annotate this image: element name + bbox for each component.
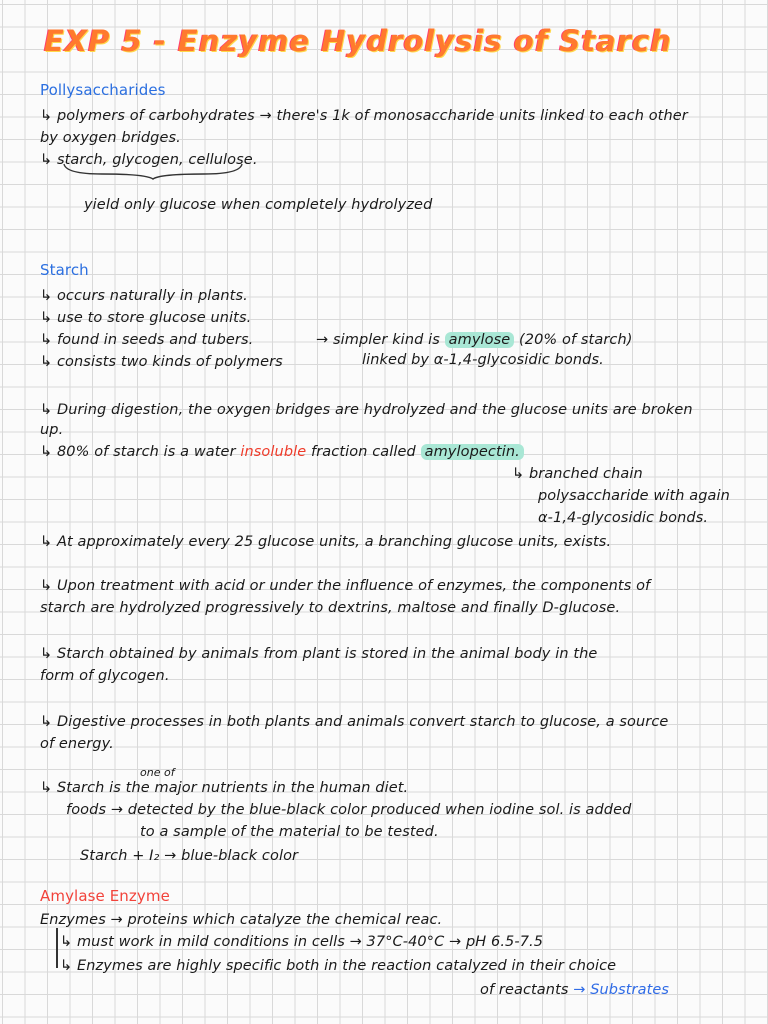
note-line: ↳ At approximately every 25 glucose units, a branching glucose units, exists.: [40, 534, 612, 550]
highlight-amylopectin: amylopectin.: [421, 444, 524, 460]
note-text: → simpler kind is: [316, 332, 440, 348]
note-line: ↳ must work in mild conditions in cells → 37°C-40°C → pH 6.5-7.5: [60, 934, 544, 950]
note-line: polysaccharide with again: [538, 488, 730, 504]
note-line: ↳ consists two kinds of polymers: [40, 354, 283, 370]
note-text: (20% of starch): [519, 332, 633, 348]
note-line: by oxygen bridges.: [40, 130, 181, 146]
heading-amylase: Amylase Enzyme: [40, 887, 170, 905]
note-line: to a sample of the material to be tested.: [140, 824, 439, 840]
note-line: ↳ occurs naturally in plants.: [40, 288, 248, 304]
note-line: Starch + I₂ → blue-black color: [80, 848, 299, 864]
heading-starch: Starch: [40, 261, 89, 279]
note-line: linked by α-1,4-glycosidic bonds.: [362, 352, 604, 368]
note-line: ↳ use to store glucose units.: [40, 310, 252, 326]
note-line: starch are hydrolyzed progressively to dextrins, maltose and finally D-glucose.: [40, 600, 621, 616]
amylose-note: [316, 330, 633, 350]
insoluble-word: insoluble: [240, 444, 307, 460]
highlight-amylose: amylose: [445, 332, 515, 348]
note-line: up.: [40, 422, 64, 438]
note-line: α-1,4-glycosidic bonds.: [538, 510, 709, 526]
substrates-word: → Substrates: [573, 982, 670, 998]
curly-brace-icon: [62, 162, 244, 180]
note-line: form of glycogen.: [40, 668, 170, 684]
note-text: fraction called: [311, 444, 416, 460]
note-text: ↳ 80% of starch is a water: [40, 444, 236, 460]
note-line: ↳ found in seeds and tubers.: [40, 332, 254, 348]
note-line: Enzymes → proteins which catalyze the chemical reac.: [40, 912, 443, 928]
note-insert: one of: [140, 766, 175, 779]
note-line: ↳ polymers of carbohydrates → there's 1k of monosaccharide units linked to each other: [40, 108, 688, 124]
note-line: ↳ Starch obtained by animals from plant is stored in the animal body in the: [40, 646, 598, 662]
note-line: ↳ During digestion, the oxygen bridges are hydrolyzed and the glucose units are broken: [40, 402, 693, 418]
note-line: ↳ Enzymes are highly specific both in the reaction catalyzed in their choice: [60, 958, 617, 974]
heading-polysaccharides: Pollysaccharides: [40, 81, 166, 99]
note-line: foods → detected by the blue-black color produced when iodine sol. is added: [66, 802, 632, 818]
note-line: ↳ Upon treatment with acid or under the influence of enzymes, the components of: [40, 578, 651, 594]
note-line: ↳ branched chain: [512, 466, 643, 482]
note-text: of reactants: [480, 982, 569, 998]
note-line: yield only glucose when completely hydrolyzed: [84, 197, 433, 213]
bracket-line: [56, 928, 58, 968]
note-line: ↳ Starch is the major nutrients in the human diet.: [40, 780, 409, 796]
note-line: ↳ starch, glycogen, cellulose.: [40, 152, 258, 168]
page-title: EXP 5 - Enzyme Hydrolysis of Starch: [44, 24, 672, 58]
note-line: of energy.: [40, 736, 114, 752]
substrates-line: [480, 980, 669, 1000]
amylopectin-line: [40, 442, 524, 462]
note-line: ↳ Digestive processes in both plants and animals convert starch to glucose, a source: [40, 714, 669, 730]
